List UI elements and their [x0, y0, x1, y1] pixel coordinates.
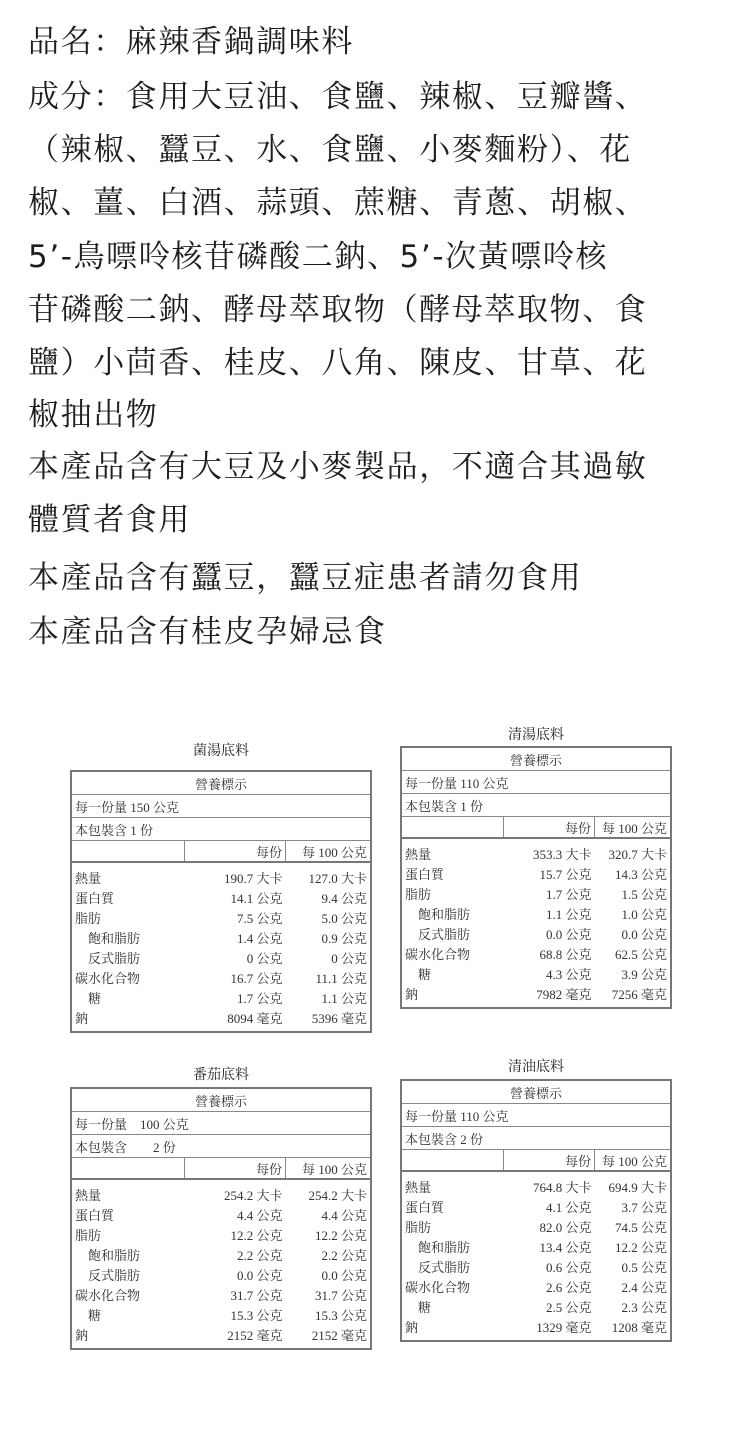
nutrient-row [401, 1216, 671, 1236]
nutrient-name: 脂肪 [405, 1219, 432, 1235]
per-100g-value: 5396 毫克 [311, 1010, 367, 1026]
per-serving-value: 4.1 公克 [545, 1199, 592, 1215]
per-serving-header: 每份 [504, 817, 595, 839]
blank-header-cell [401, 817, 504, 839]
nutrient-row [71, 887, 371, 907]
blank-header-cell [401, 1150, 504, 1172]
per-100g-header: 每 100 公克 [595, 817, 672, 839]
per-serving-header: 每份 [504, 1150, 595, 1172]
per-serving-value: 1.7 公克 [545, 886, 592, 902]
nutrient-row [401, 943, 671, 963]
nutrient-name: 飽和脂肪 [418, 1239, 471, 1255]
per-serving-value: 764.8 大卡 [532, 1179, 592, 1195]
nutrient-row [71, 1179, 371, 1204]
nutrient-row [401, 838, 671, 863]
nutrient-row [401, 883, 671, 903]
per-serving-value: 0 公克 [246, 950, 283, 966]
per-100g-value: 0.0 公克 [321, 1267, 367, 1283]
servings-per-package: 本包裝含 1 份 [401, 794, 671, 817]
nutrient-name: 反式脂肪 [88, 950, 141, 966]
nutrient-row [71, 1204, 371, 1224]
nutrient-name: 碳水化合物 [75, 1287, 141, 1303]
nutrient-row [71, 862, 371, 887]
nutrient-row [401, 983, 671, 1008]
ingredient-text-line: 苷磷酸二鈉、酵母萃取物（酵母萃取物、食 [28, 292, 648, 328]
nutrient-name: 糖 [88, 1307, 102, 1323]
ingredient-text-line: 本產品含有蠶豆，蠶豆症患者請勿食用 [28, 560, 583, 596]
per-serving-value: 0.0 公克 [545, 926, 592, 942]
servings-per-package: 本包裝含 1 份 [71, 818, 371, 841]
nutrient-row [71, 947, 371, 967]
per-serving-value: 353.3 大卡 [532, 846, 592, 862]
nutrient-name: 脂肪 [75, 1227, 102, 1243]
per-100g-value: 31.7 公克 [314, 1287, 367, 1303]
per-serving-value: 4.4 公克 [236, 1207, 283, 1223]
per-serving-header: 每份 [185, 841, 286, 863]
nutrition-facts-table [70, 770, 372, 1033]
nutrient-row [401, 1316, 671, 1341]
per-100g-value: 1.5 公克 [621, 886, 667, 902]
per-100g-value: 15.3 公克 [314, 1307, 367, 1323]
nutrition-header: 營養標示 [401, 1080, 671, 1104]
nutrition-header: 營養標示 [71, 771, 371, 795]
per-serving-value: 7982 毫克 [536, 986, 592, 1002]
per-serving-value: 0.0 公克 [236, 1267, 283, 1283]
nutrient-name: 飽和脂肪 [418, 906, 471, 922]
per-100g-value: 4.4 公克 [321, 1207, 367, 1223]
ingredient-text-line: 本產品含有桂皮孕婦忌食 [28, 614, 387, 650]
per-100g-value: 1.0 公克 [621, 906, 667, 922]
nutrient-name: 鈉 [75, 1010, 89, 1026]
serving-size: 每一份量 150 公克 [71, 795, 371, 818]
per-serving-value: 254.2 大卡 [223, 1187, 283, 1203]
blank-header-cell [71, 1158, 185, 1180]
nutrient-name: 鈉 [405, 986, 419, 1002]
per-100g-value: 3.7 公克 [621, 1199, 667, 1215]
nutrient-name: 碳水化合物 [405, 1279, 471, 1295]
nutrition-header: 營養標示 [401, 747, 671, 771]
servings-per-package: 本包裝含 2 份 [71, 1135, 371, 1158]
nutrient-row [71, 907, 371, 927]
nutrition-table-title: 清油底料 [508, 1059, 564, 1075]
per-serving-value: 1.1 公克 [545, 906, 592, 922]
nutrition-facts-table [400, 1079, 672, 1342]
per-100g-value: 7256 毫克 [611, 986, 667, 1002]
per-100g-value: 694.9 大卡 [608, 1179, 667, 1195]
per-100g-value: 1208 毫克 [611, 1319, 667, 1335]
per-100g-value: 14.3 公克 [614, 866, 667, 882]
ingredient-text-line: 本產品含有大豆及小麥製品，不適合其過敏 [28, 449, 648, 485]
ingredient-text-line: （辣椒、蠶豆、水、食鹽、小麥麵粉）、花 [28, 132, 632, 168]
nutrient-name: 反式脂肪 [88, 1267, 141, 1283]
nutrient-name: 飽和脂肪 [88, 1247, 141, 1263]
per-serving-value: 1.7 公克 [236, 990, 283, 1006]
per-100g-value: 0.0 公克 [621, 926, 667, 942]
per-serving-value: 1.4 公克 [236, 930, 283, 946]
per-serving-value: 82.0 公克 [539, 1219, 592, 1235]
nutrient-row [401, 1236, 671, 1256]
nutrient-name: 熱量 [405, 1179, 432, 1195]
nutrient-name: 鈉 [75, 1327, 89, 1343]
per-serving-value: 12.2 公克 [230, 1227, 283, 1243]
nutrition-table-title: 番茄底料 [193, 1067, 249, 1083]
per-serving-value: 7.5 公克 [236, 910, 283, 926]
per-serving-value: 31.7 公克 [230, 1287, 283, 1303]
nutrition-facts-table [400, 746, 672, 1009]
nutrient-name: 飽和脂肪 [88, 930, 141, 946]
per-serving-value: 2.5 公克 [545, 1299, 592, 1315]
nutrient-name: 鈉 [405, 1319, 419, 1335]
per-100g-value: 0 公克 [331, 950, 367, 966]
nutrient-row [71, 927, 371, 947]
ingredient-text-line: 鹽）小茴香、桂皮、八角、陳皮、甘草、花 [28, 345, 648, 381]
per-100g-value: 9.4 公克 [321, 890, 367, 906]
nutrient-row [71, 1244, 371, 1264]
nutrient-row [401, 1196, 671, 1216]
blank-header-cell [71, 841, 185, 863]
nutrition-header: 營養標示 [71, 1088, 371, 1112]
nutrient-name: 熱量 [405, 846, 432, 862]
serving-size: 每一份量 100 公克 [71, 1112, 371, 1135]
per-100g-header: 每 100 公克 [286, 841, 372, 863]
nutrient-row [401, 963, 671, 983]
per-100g-value: 0.5 公克 [621, 1259, 667, 1275]
per-100g-value: 320.7 大卡 [608, 846, 667, 862]
per-serving-value: 2152 毫克 [227, 1327, 283, 1343]
nutrient-name: 反式脂肪 [418, 926, 471, 942]
per-100g-value: 74.5 公克 [614, 1219, 667, 1235]
nutrient-name: 糖 [418, 1299, 432, 1315]
nutrient-name: 蛋白質 [405, 866, 445, 882]
per-serving-value: 2.2 公克 [236, 1247, 283, 1263]
per-serving-value: 2.6 公克 [545, 1279, 592, 1295]
per-100g-value: 3.9 公克 [621, 966, 667, 982]
per-serving-value: 14.1 公克 [230, 890, 283, 906]
per-100g-value: 127.0 大卡 [308, 870, 367, 886]
per-serving-value: 16.7 公克 [230, 970, 283, 986]
per-100g-value: 2.3 公克 [621, 1299, 667, 1315]
nutrient-row [71, 1224, 371, 1244]
per-100g-header: 每 100 公克 [286, 1158, 372, 1180]
nutrient-row [71, 1264, 371, 1284]
servings-per-package: 本包裝含 2 份 [401, 1127, 671, 1150]
nutrition-table-title: 清湯底料 [508, 727, 564, 743]
serving-size: 每一份量 110 公克 [401, 1104, 671, 1127]
nutrient-name: 蛋白質 [405, 1199, 445, 1215]
nutrient-name: 脂肪 [405, 886, 432, 902]
ingredient-text-line: 品名：麻辣香鍋調味料 [28, 24, 354, 60]
nutrient-row [71, 1304, 371, 1324]
ingredient-text-line: 椒、薑、白酒、蒜頭、蔗糖、青蔥、胡椒、 [28, 185, 648, 221]
per-100g-value: 12.2 公克 [314, 1227, 367, 1243]
nutrient-name: 熱量 [75, 870, 102, 886]
per-serving-value: 0.6 公克 [545, 1259, 592, 1275]
per-serving-value: 4.3 公克 [545, 966, 592, 982]
per-100g-value: 11.1 公克 [315, 970, 367, 986]
per-serving-header: 每份 [185, 1158, 286, 1180]
nutrient-name: 碳水化合物 [75, 970, 141, 986]
nutrient-row [401, 903, 671, 923]
per-serving-value: 8094 毫克 [227, 1010, 283, 1026]
per-serving-value: 13.4 公克 [539, 1239, 592, 1255]
nutrient-name: 蛋白質 [75, 1207, 115, 1223]
nutrient-row [71, 987, 371, 1007]
ingredient-text-line: 成分：食用大豆油、食鹽、辣椒、豆瓣醬、 [28, 79, 648, 115]
nutrient-row [71, 1284, 371, 1304]
per-100g-value: 62.5 公克 [614, 946, 667, 962]
per-100g-value: 2.2 公克 [321, 1247, 367, 1263]
per-serving-value: 68.8 公克 [539, 946, 592, 962]
per-100g-header: 每 100 公克 [595, 1150, 672, 1172]
nutrient-row [71, 1007, 371, 1032]
per-serving-value: 1329 毫克 [536, 1319, 592, 1335]
nutrient-row [401, 863, 671, 883]
per-100g-value: 254.2 大卡 [308, 1187, 367, 1203]
ingredient-text-line: 體質者食用 [28, 502, 191, 538]
ingredient-text-line: 5’-鳥嘌呤核苷磷酸二鈉、5’-次黃嘌呤核 [28, 239, 609, 275]
per-serving-value: 15.7 公克 [539, 866, 592, 882]
nutrient-name: 脂肪 [75, 910, 102, 926]
nutrition-table-title: 菌湯底料 [193, 743, 249, 759]
nutrient-name: 糖 [88, 990, 102, 1006]
nutrient-row [401, 1276, 671, 1296]
per-100g-value: 12.2 公克 [614, 1239, 667, 1255]
nutrient-row [401, 1296, 671, 1316]
per-100g-value: 1.1 公克 [321, 990, 367, 1006]
per-100g-value: 5.0 公克 [321, 910, 367, 926]
ingredient-text-line: 椒抽出物 [28, 397, 159, 433]
nutrient-name: 糖 [418, 966, 432, 982]
serving-size: 每一份量 110 公克 [401, 771, 671, 794]
per-100g-value: 2152 毫克 [311, 1327, 367, 1343]
per-100g-value: 0.9 公克 [321, 930, 367, 946]
nutrient-name: 碳水化合物 [405, 946, 471, 962]
per-100g-value: 2.4 公克 [621, 1279, 667, 1295]
nutrient-row [401, 1256, 671, 1276]
nutrient-name: 熱量 [75, 1187, 102, 1203]
nutrient-name: 蛋白質 [75, 890, 115, 906]
per-serving-value: 15.3 公克 [230, 1307, 283, 1323]
nutrient-row [71, 967, 371, 987]
per-serving-value: 190.7 大卡 [223, 870, 283, 886]
nutrient-row [401, 923, 671, 943]
nutrient-name: 反式脂肪 [418, 1259, 471, 1275]
nutrient-row [71, 1324, 371, 1349]
nutrient-row [401, 1171, 671, 1196]
nutrition-facts-table [70, 1087, 372, 1350]
